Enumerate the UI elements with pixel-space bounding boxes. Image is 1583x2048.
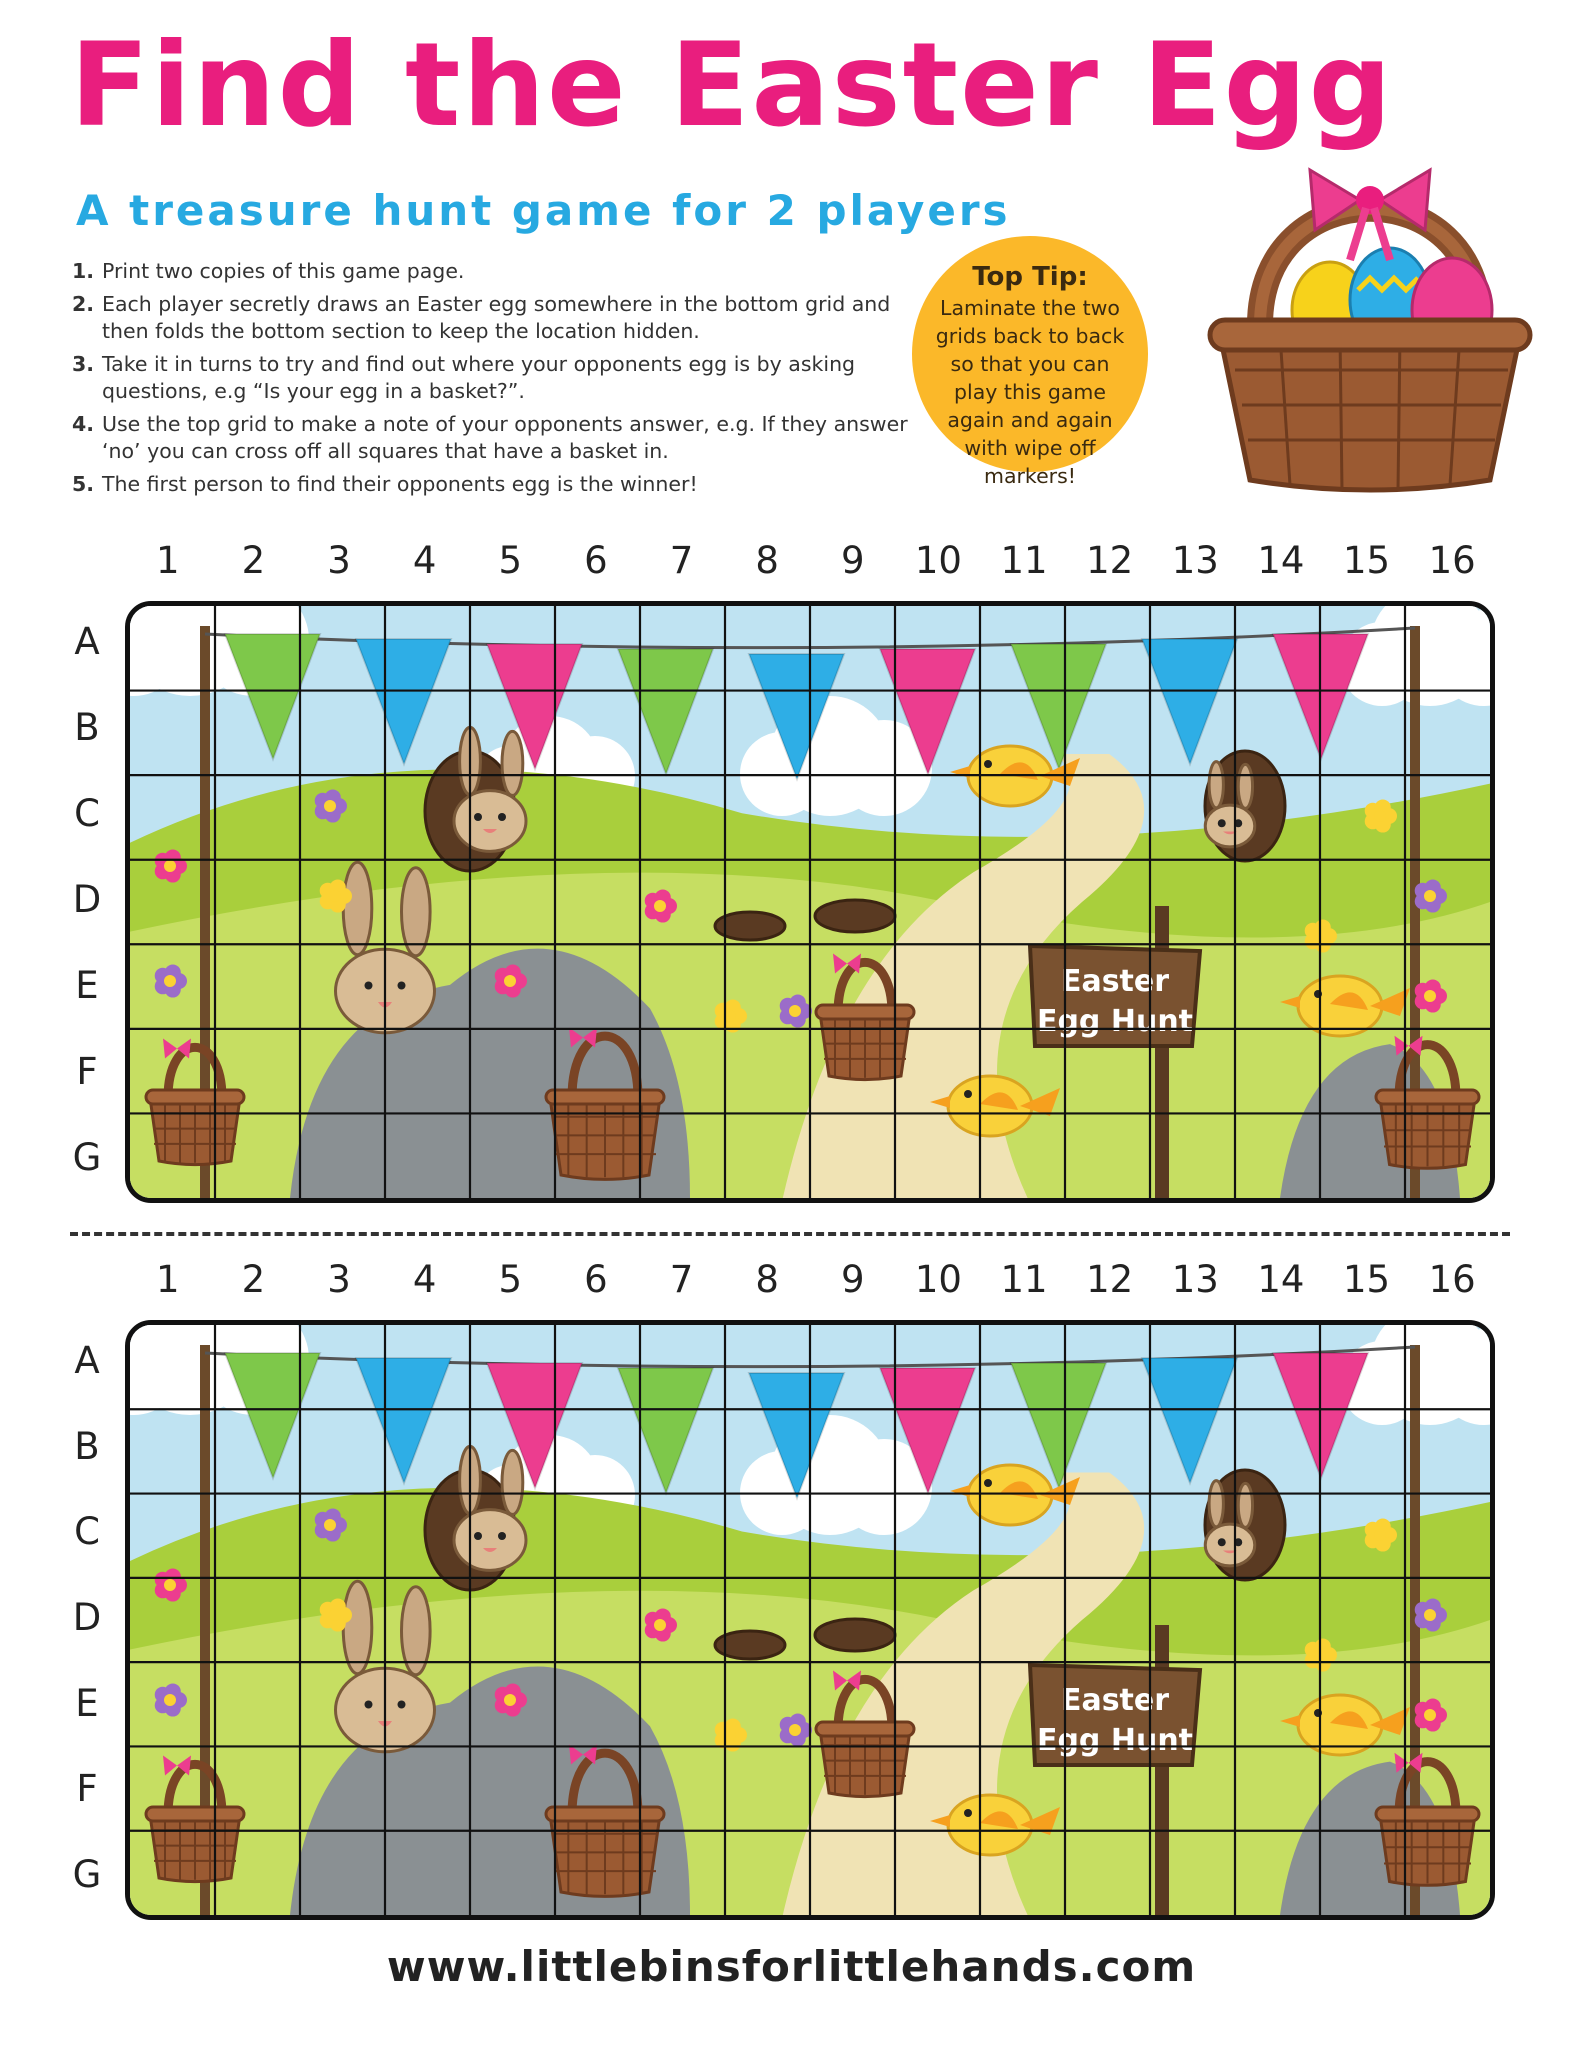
page-title: Find the Easter Egg	[70, 18, 1394, 153]
easter-basket-illustration	[1190, 150, 1550, 510]
column-label-3: 3	[327, 1258, 351, 1301]
column-label-12: 12	[1086, 539, 1134, 582]
column-label-4: 4	[412, 1258, 437, 1301]
footer-url: www.littlebinsforlittlehands.com	[386, 1942, 1197, 1991]
column-label-11: 11	[1000, 539, 1048, 582]
row-label-A: A	[74, 620, 100, 663]
game-board-scene	[130, 1325, 1490, 1915]
page-subtitle: A treasure hunt game for 2 players	[76, 186, 1011, 235]
column-label-5: 5	[498, 1258, 523, 1301]
sign-text-line2: Egg Hunt	[1036, 1723, 1194, 1758]
row-label-C: C	[74, 792, 100, 835]
instruction-item	[72, 291, 932, 345]
row-label-A: A	[74, 1338, 100, 1382]
column-label-12: 12	[1086, 1258, 1134, 1301]
instruction-item	[72, 258, 932, 285]
column-label-13: 13	[1171, 1258, 1219, 1301]
instruction-item	[72, 471, 932, 498]
column-label-16: 16	[1428, 1258, 1476, 1301]
column-label-13: 13	[1171, 539, 1219, 582]
fold-cut-line	[70, 1232, 1510, 1236]
instruction-text: Each player secretly draws an Easter egg somewhere in the bottom grid and then folds the bottom section to keep the location hidden.	[102, 292, 891, 343]
column-label-16: 16	[1428, 539, 1476, 582]
row-label-G: G	[72, 1136, 102, 1179]
column-label-7: 7	[669, 539, 694, 582]
row-label-B: B	[74, 706, 100, 749]
row-label-B: B	[74, 1424, 100, 1468]
instruction-text: Take it in turns to try and find out where your opponents egg is by asking questions, e.g “Is your egg in a basket?”.	[102, 352, 856, 403]
row-label-D: D	[72, 878, 102, 921]
row-label-F: F	[76, 1767, 98, 1811]
game-board-top[interactable]	[125, 601, 1495, 1203]
column-label-5: 5	[498, 539, 523, 582]
column-label-15: 15	[1343, 1258, 1391, 1301]
instruction-number: 1.	[72, 259, 95, 283]
column-label-14: 14	[1257, 539, 1305, 582]
row-label-G: G	[72, 1853, 102, 1897]
row-label-D: D	[72, 1596, 102, 1639]
row-label-E: E	[75, 1681, 99, 1725]
burrow-hole	[815, 900, 895, 932]
sign-text-line1: Easter	[1060, 964, 1170, 999]
instruction-number: 2.	[72, 292, 95, 316]
top-tip-heading: Top Tip:	[972, 262, 1088, 292]
game-board-scene	[130, 606, 1490, 1198]
row-label-E: E	[75, 964, 99, 1007]
instruction-item	[72, 411, 932, 465]
column-label-1: 1	[156, 1258, 180, 1301]
column-label-6: 6	[584, 1258, 608, 1301]
column-label-9: 9	[841, 1258, 865, 1301]
column-label-8: 8	[755, 1258, 779, 1301]
instructions-list	[72, 258, 932, 504]
column-label-3: 3	[327, 539, 351, 582]
column-label-1: 1	[156, 539, 180, 582]
instruction-text: Print two copies of this game page.	[102, 259, 465, 283]
column-label-6: 6	[584, 539, 608, 582]
instruction-text: Use the top grid to make a note of your opponents answer, e.g. If they answer ‘no’ you can cross off all squares that have a basket in.	[102, 412, 908, 463]
sign-text-line2: Egg Hunt	[1036, 1004, 1194, 1039]
row-label-F: F	[76, 1050, 98, 1093]
column-label-10: 10	[914, 539, 962, 582]
game-board-bottom[interactable]	[125, 1320, 1495, 1920]
column-label-15: 15	[1343, 539, 1391, 582]
instruction-number: 5.	[72, 472, 95, 496]
column-label-2: 2	[241, 1258, 266, 1301]
column-label-8: 8	[755, 539, 779, 582]
instruction-number: 3.	[72, 352, 95, 376]
column-label-7: 7	[669, 1258, 694, 1301]
instruction-number: 4.	[72, 412, 95, 436]
column-label-14: 14	[1257, 1258, 1305, 1301]
instruction-text: The first person to find their opponents egg is the winner!	[102, 472, 698, 496]
column-label-9: 9	[841, 539, 865, 582]
top-tip-badge	[912, 236, 1148, 488]
instruction-item	[72, 351, 932, 405]
column-label-4: 4	[412, 539, 437, 582]
column-label-11: 11	[1000, 1258, 1048, 1301]
row-label-C: C	[74, 1510, 100, 1554]
burrow-hole	[815, 1619, 895, 1651]
column-label-10: 10	[914, 1258, 962, 1301]
sign-text-line1: Easter	[1060, 1683, 1170, 1718]
top-tip-text: Laminate the two grids back to back so that you can play this game again and again with wipe off markers!	[935, 296, 1125, 488]
column-label-2: 2	[241, 539, 266, 582]
